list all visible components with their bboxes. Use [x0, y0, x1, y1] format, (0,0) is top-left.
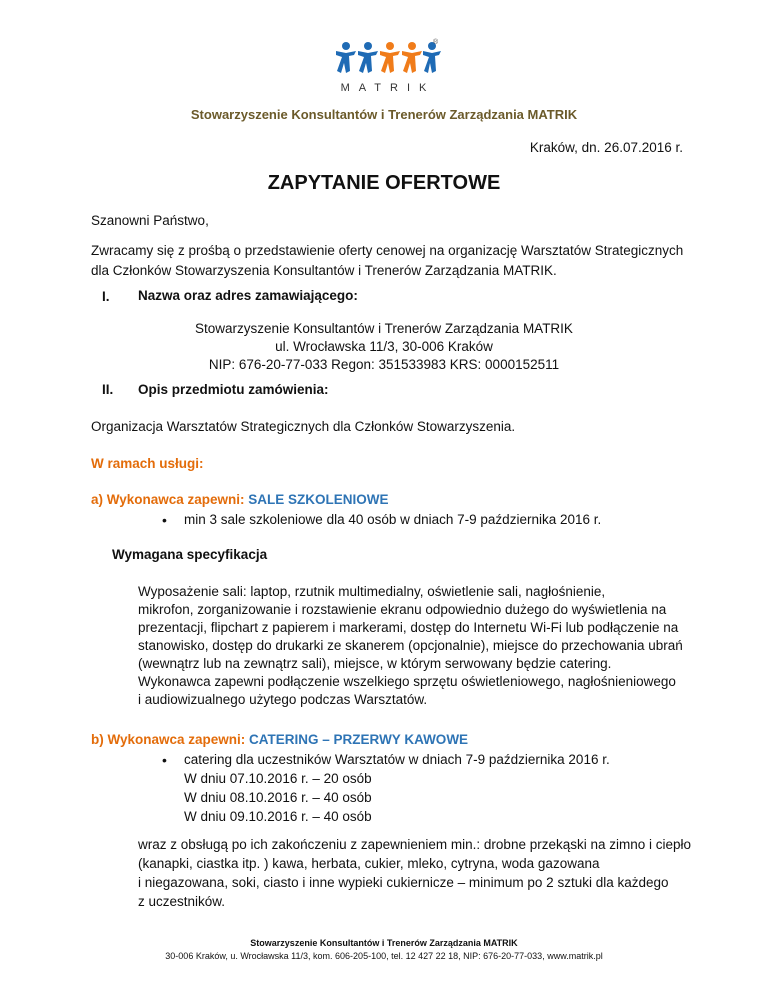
bullet-icon: •	[162, 752, 167, 768]
footer-org: Stowarzyszenie Konsultantów i Trenerów Zarządzania MATRIK	[250, 938, 518, 948]
org-header: Stowarzyszenie Konsultantów i Trenerów Zarządzania MATRIK	[190, 107, 578, 122]
intro-paragraph	[91, 241, 683, 281]
services-heading: W ramach usługi:	[91, 456, 204, 471]
document-date: Kraków, dn. 26.07.2016 r.	[529, 140, 683, 155]
bullet-item	[162, 510, 602, 531]
section-heading: Nazwa oraz adres zamawiającego:	[138, 288, 358, 303]
address-line: NIP: 676-20-77-033 Regon: 351533983 KRS: 0000152511	[208, 357, 560, 372]
service-b-heading	[91, 730, 468, 750]
catering-line: z uczestników.	[138, 894, 226, 909]
catering-line: (kanapki, ciastka itp. ) kawa, herbata, cukier, mleko, cytryna, woda gazowana	[138, 856, 600, 871]
spec-line: Wyposażenie sali: laptop, rzutnik multimedialny, oświetlenie sali, nagłośnienie,	[138, 584, 606, 599]
service-a-heading	[91, 490, 389, 510]
day-item: W dniu 09.10.2016 r. – 40 osób	[184, 809, 372, 824]
spec-heading: Wymagana specyfikacja	[112, 547, 268, 562]
catering-line: wraz z obsługą po ich zakończeniu z zapewnieniem min.: drobne przekąski na zimno i ciepło	[138, 837, 692, 852]
day-item: W dniu 07.10.2016 r. – 20 osób	[184, 771, 372, 786]
bullet-text: catering dla uczestników Warsztatów w dniach 7-9 października 2016 r.	[184, 752, 610, 767]
greeting: Szanowni Państwo,	[91, 213, 209, 228]
bullet-icon: •	[162, 512, 167, 528]
registered-mark: ®	[433, 39, 439, 46]
section-number: II.	[102, 382, 114, 397]
service-prefix: b) Wykonawca zapewni:	[91, 732, 250, 747]
section-text: Organizacja Warsztatów Strategicznych dla Członków Stowarzyszenia.	[91, 419, 516, 434]
section-number: I.	[102, 289, 110, 304]
intro-line: dla Członków Stowarzyszenia Konsultantów i Trenerów Zarządzania MATRIK.	[91, 263, 557, 278]
spec-line: (wewnątrz lub na zewnątrz sali), miejsce, w którym serwowany będzie catering.	[138, 656, 612, 671]
service-label: SALE SZKOLENIOWE	[248, 492, 389, 507]
section-heading: Opis przedmiotu zamówienia:	[138, 382, 329, 397]
bullet-item	[162, 750, 610, 771]
spec-line: stanowisko, dostęp do drukarki ze skanerem (opcjonalnie), miejsce do przechowania ubrań	[138, 638, 683, 653]
logo-wordmark: MATRIK	[340, 82, 436, 94]
spec-line: mikrofon, zorganizowanie i rozstawienie ekranu odpowiednio dużego do wyświetlenia na	[138, 602, 667, 617]
address-block	[0, 320, 768, 374]
catering-line: i niegazowana, soki, ciasto i inne wypieki cukiernicze – minimum po 2 sztuki dla każdego	[138, 875, 669, 890]
document-title: ZAPYTANIE OFERTOWE	[267, 172, 501, 194]
catering-paragraph	[138, 835, 691, 911]
service-label: CATERING – PRZERWY KAWOWE	[249, 732, 469, 747]
day-list	[184, 769, 372, 826]
address-line: Stowarzyszenie Konsultantów i Trenerów Zarządzania MATRIK	[195, 321, 573, 336]
spec-line: i audiowizualnego użytego podczas Warsztatów.	[138, 692, 428, 707]
spec-line: Wykonawca zapewni podłączenie wszelkiego sprzętu oświetleniowego, nagłośnieniowego	[138, 674, 676, 689]
spec-paragraph	[138, 583, 683, 709]
intro-line: Zwracamy się z prośbą o przedstawienie oferty cenowej na organizację Warsztatów Strategicznych	[91, 243, 684, 258]
service-prefix: a) Wykonawca zapewni:	[91, 492, 249, 507]
address-line: ul. Wrocławska 11/3, 30-006 Kraków	[275, 339, 493, 354]
spec-line: prezentacji, flipchart z papierem i markerami, dostęp do Internetu Wi-Fi lub podłączenie na	[138, 620, 679, 635]
people-logo-icon	[333, 37, 443, 79]
day-item: W dniu 08.10.2016 r. – 40 osób	[184, 790, 372, 805]
footer-contact: 30-006 Kraków, u. Wrocławska 11/3, kom. 606-205-100, tel. 12 427 22 18, NIP: 676-20-77-033, www.matrik.pl	[165, 951, 603, 961]
matrik-logo	[333, 37, 443, 97]
bullet-text: min 3 sale szkoleniowe dla 40 osób w dniach 7-9 października 2016 r.	[184, 512, 602, 527]
